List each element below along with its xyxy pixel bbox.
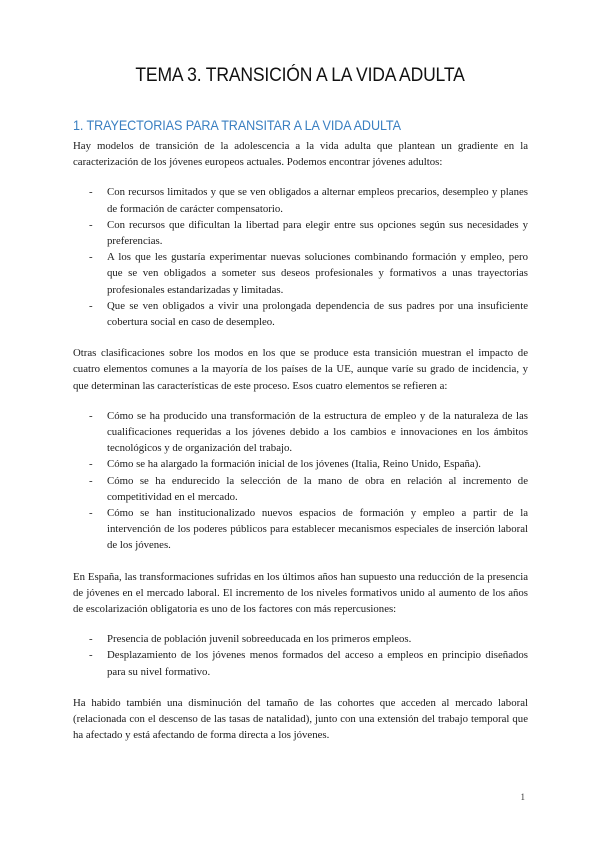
paragraph: En España, las transformaciones sufridas en los últimos años han supuesto una reducción de la presencia de jóvenes en el mercado laboral. El incremento de los niveles formativos unido al aumento de los años de escolarización obligatoria es uno de los factores con más repercusiones: bbox=[73, 570, 528, 616]
bullet-dash: - bbox=[89, 299, 93, 312]
bullet-list bbox=[73, 631, 528, 680]
list-item: - Desplazamiento de los jóvenes menos formados del acceso a empleos en principio diseñados para su nivel formativo. bbox=[89, 649, 528, 678]
bullet-dash: - bbox=[89, 458, 93, 471]
bullet-dash: - bbox=[89, 474, 93, 487]
bullet-dash: - bbox=[89, 633, 93, 646]
bullet-dash: - bbox=[89, 409, 93, 422]
paragraph: Otras clasificaciones sobre los modos en los que se produce esta transición muestran el impacto de cuatro elementos comunes a la mayoría de los países de la UE, aunque varíe su grado de incidencia, y que determinan las características de este proceso. Esos cuatro elementos se refieren a: bbox=[73, 347, 528, 392]
bullet-list bbox=[73, 408, 528, 554]
list-item: - Que se ven obligados a vivir una prolongada dependencia de sus padres por una insuficiente cobertura social en caso de desempleo. bbox=[89, 299, 528, 329]
list-item: - Cómo se ha alargado la formación inicial de los jóvenes (Italia, Reino Unido, España). bbox=[73, 456, 528, 472]
bullet-dash: - bbox=[89, 507, 93, 520]
paragraph: Ha habido también una disminución del tamaño de las cohortes que acceden al mercado laboral (relacionada con el descenso de las tasas de natalidad), junto con una extensión del trabajo temporal que ha afectado y está afectando de forma directa a los jóvenes. bbox=[73, 696, 528, 742]
paragraph: Hay modelos de transición de la adolescencia a la vida adulta que plantean un gradiente en la caracterización de los jóvenes europeos actuales. Podemos encontrar jóvenes adultos: bbox=[73, 140, 528, 169]
bullet-dash: - bbox=[89, 186, 93, 199]
bullet-dash: - bbox=[89, 649, 93, 662]
bullet-list bbox=[73, 184, 528, 330]
list-item: - Con recursos que dificultan la libertad para elegir entre sus opciones según sus necesidades y preferencias. bbox=[89, 218, 528, 248]
list-item: - A los que les gustaría experimentar nuevas soluciones combinando formación y empleo, pero que se ven obligados a someter sus deseos profesionales y formativos a unas trayectorias profesionales estandarizadas y limitadas. bbox=[89, 251, 528, 296]
list-item: - Cómo se ha endurecido la selección de la mano de obra en relación al incremento de competitividad en el mercado. bbox=[89, 474, 528, 503]
page-number: 1 bbox=[520, 792, 525, 802]
list-item: - Con recursos limitados y que se ven obligados a alternar empleos precarios, desempleo y planes de formación de carácter compensatorio. bbox=[89, 186, 528, 215]
document-body bbox=[73, 138, 528, 758]
list-item: - Cómo se han institucionalizado nuevos espacios de formación y empleo a partir de la intervención de los poderes públicos para establecer mecanismos especiales de inserción laboral de los jóvenes. bbox=[89, 507, 528, 552]
section-heading: 1. TRAYECTORIAS PARA TRANSITAR A LA VIDA ADULTA bbox=[73, 117, 401, 133]
bullet-dash: - bbox=[89, 251, 93, 264]
page-title: TEMA 3. TRANSICIÓN A LA VIDA ADULTA bbox=[135, 64, 465, 86]
bullet-dash: - bbox=[89, 218, 93, 231]
list-item: - Presencia de población juvenil sobreeducada en los primeros empleos. bbox=[73, 631, 528, 647]
list-item: - Cómo se ha producido una transformación de la estructura de empleo y de la naturaleza de las cualificaciones requeridas a los jóvenes debido a los cambios e innovaciones en los ámbitos tecnológicos y de organización del trabajo. bbox=[89, 409, 528, 455]
